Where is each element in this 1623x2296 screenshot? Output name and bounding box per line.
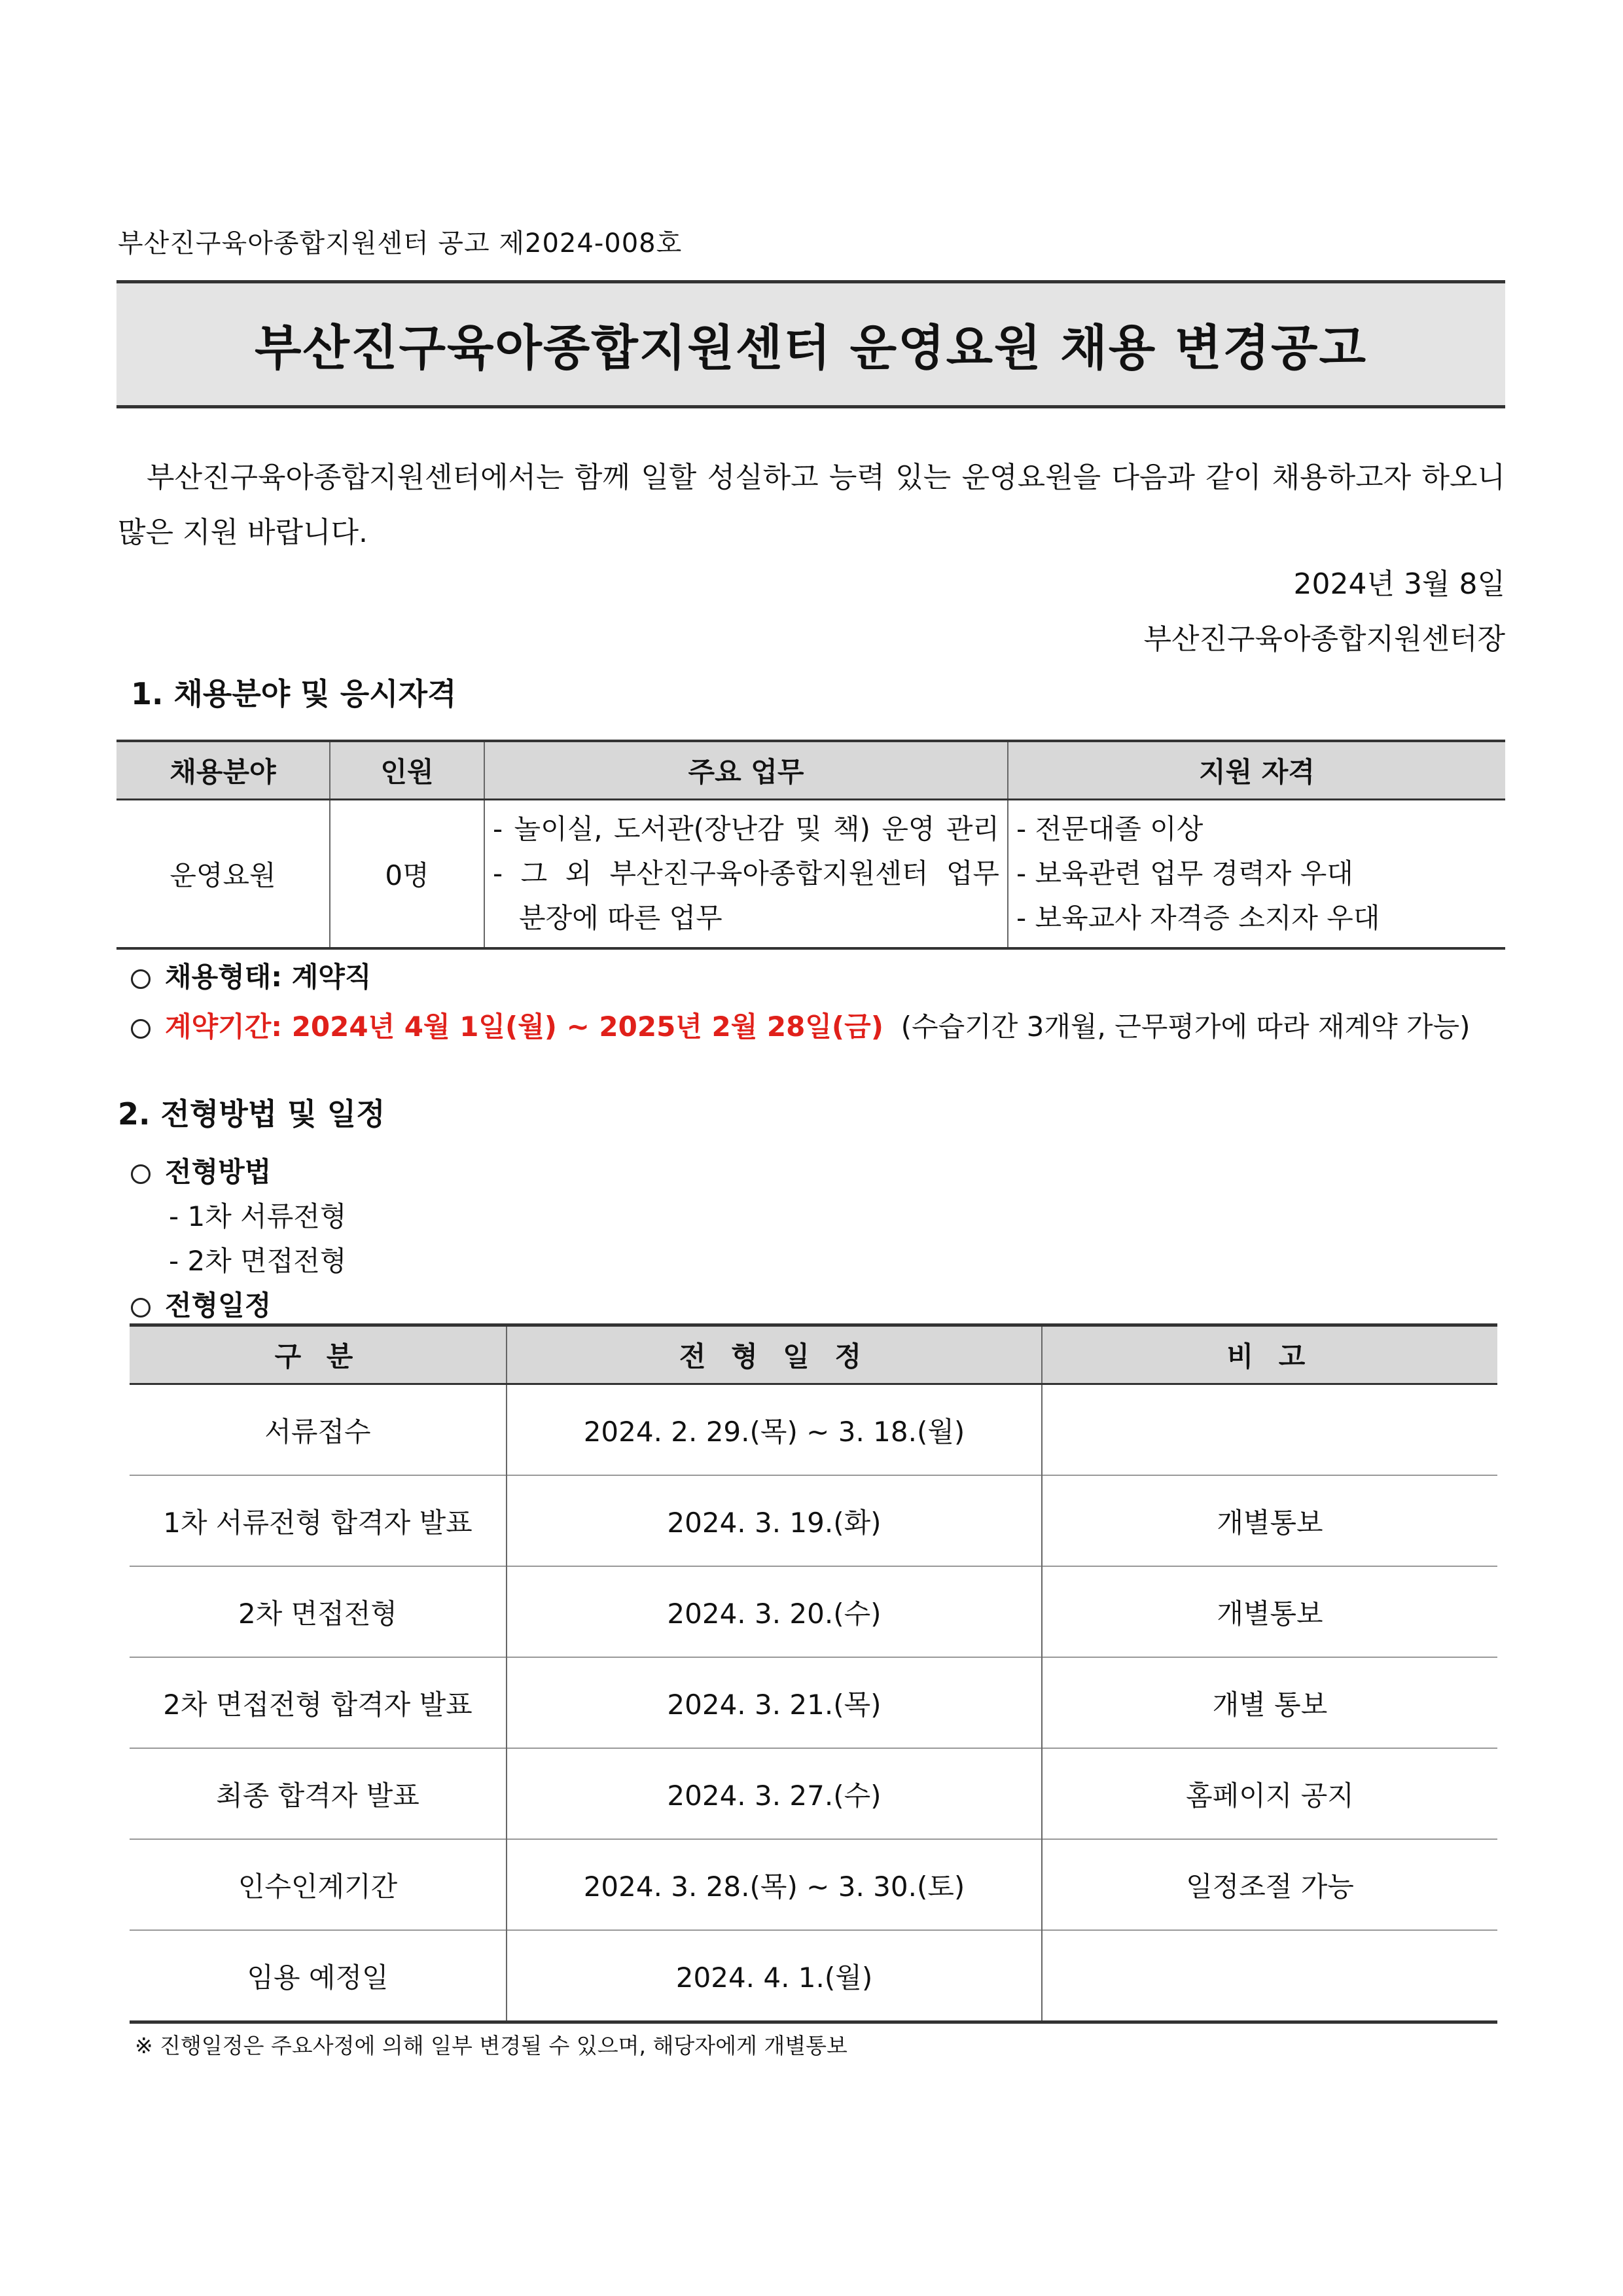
header-duties: 주요 업무 <box>484 741 1008 800</box>
table-row <box>130 1839 1497 1930</box>
cell-stage: 임용 예정일 <box>130 1930 507 2022</box>
cell-date: 2024. 4. 1.(월) <box>507 1930 1042 2022</box>
contract-period <box>131 1005 1471 1045</box>
cell-note <box>1042 1384 1497 1476</box>
header-stage: 구 분 <box>130 1325 507 1384</box>
schedule-label: 전형일정 <box>131 1284 271 1323</box>
qualification-line: - 보육교사 자격증 소지자 우대 <box>1016 902 1380 934</box>
cell-count: 0명 <box>330 800 484 949</box>
circle-bullet-icon <box>131 1164 151 1184</box>
table-header-row <box>130 1325 1497 1384</box>
cell-note: 일정조절 가능 <box>1042 1839 1497 1930</box>
title-banner <box>116 280 1505 408</box>
table-row <box>116 800 1505 949</box>
cell-qualifications <box>1008 800 1505 949</box>
table-row <box>130 1748 1497 1839</box>
cell-date: 2024. 3. 20.(수) <box>507 1566 1042 1657</box>
cell-date: 2024. 3. 28.(목) ~ 3. 30.(토) <box>507 1839 1042 1930</box>
cell-stage: 최종 합격자 발표 <box>130 1748 507 1839</box>
table-row <box>130 1657 1497 1748</box>
cell-note: 홈페이지 공지 <box>1042 1748 1497 1839</box>
intro-paragraph <box>118 450 1505 560</box>
method-item: - 2차 면접전형 <box>169 1245 347 1277</box>
header-schedule: 전 형 일 정 <box>507 1325 1042 1384</box>
cell-note <box>1042 1930 1497 2022</box>
schedule-table <box>130 1323 1497 2024</box>
cell-stage: 인수인계기간 <box>130 1839 507 1930</box>
duty-line: - 그 외 부산진구육아종합지원센터 업무 <box>493 857 999 889</box>
circle-bullet-icon <box>131 969 151 989</box>
duty-line: 분장에 따른 업무 <box>519 902 722 934</box>
notice-date: 2024년 3월 8일 <box>1293 567 1505 601</box>
table-row <box>130 1930 1497 2022</box>
cell-date: 2024. 3. 27.(수) <box>507 1748 1042 1839</box>
duty-line: - 놀이실, 도서관(장난감 및 책) 운영 관리 <box>493 813 999 845</box>
cell-stage: 서류접수 <box>264 1415 371 1448</box>
signer: 부산진구육아종합지원센터장 <box>1143 622 1505 656</box>
cell-note: 개별 통보 <box>1042 1657 1497 1748</box>
header-note: 비 고 <box>1042 1325 1497 1384</box>
cell-stage: 1차 서류전형 합격자 발표 <box>130 1475 507 1566</box>
document-title: 부산진구육아종합지원센터 운영요원 채용 변경공고 <box>255 320 1367 376</box>
intro-text: 부산진구육아종합지원센터에서는 함께 일할 성실하고 능력 있는 운영요원을 다음과 같이 채용하고자 하오니 많은 지원 바랍니다. <box>118 461 1505 549</box>
header-count: 인원 <box>330 741 484 800</box>
section1-heading: 1. 채용분야 및 응시자격 <box>131 676 457 711</box>
cell-date: 2024. 2. 29.(목) ~ 3. 18.(월) <box>507 1384 1042 1476</box>
contract-period-highlight: 계약기간: 2024년 4월 1일(월) ~ 2025년 2월 28일(금) <box>165 1011 883 1043</box>
cell-stage: 2차 면접전형 합격자 발표 <box>130 1657 507 1748</box>
cell-date: 2024. 3. 21.(목) <box>507 1657 1042 1748</box>
qualification-line: - 전문대졸 이상 <box>1016 813 1204 845</box>
table-row <box>130 1566 1497 1657</box>
cell-duties <box>484 800 1008 949</box>
table-row <box>130 1475 1497 1566</box>
circle-bullet-icon <box>131 1298 151 1318</box>
header-qualifications: 지원 자격 <box>1008 741 1505 800</box>
footnote: ※ 진행일정은 주요사정에 의해 일부 변경될 수 있으며, 해당자에게 개별통보 <box>135 2033 847 2058</box>
contract-note: (수습기간 3개월, 근무평가에 따라 재계약 가능) <box>901 1011 1471 1043</box>
qualification-line: - 보육관련 업무 경력자 우대 <box>1016 857 1353 889</box>
method-item: - 1차 서류전형 <box>169 1200 347 1232</box>
cell-stage: 2차 면접전형 <box>130 1566 507 1657</box>
cell-field: 운영요원 <box>169 859 276 891</box>
circle-bullet-icon <box>131 1019 151 1039</box>
cell-note: 개별통보 <box>1042 1566 1497 1657</box>
recruitment-table <box>116 740 1505 950</box>
method-label: 전형방법 <box>131 1151 271 1190</box>
notice-number: 부산진구육아종합지원센터 공고 제2024-008호 <box>118 228 683 259</box>
section2-heading: 2. 전형방법 및 일정 <box>118 1096 385 1132</box>
cell-date: 2024. 3. 19.(화) <box>507 1475 1042 1566</box>
header-field: 채용분야 <box>116 741 330 800</box>
employment-type: 채용형태: 계약직 <box>131 956 371 995</box>
cell-note: 개별통보 <box>1042 1475 1497 1566</box>
table-header-row <box>116 741 1505 800</box>
table-row <box>130 1384 1497 1476</box>
